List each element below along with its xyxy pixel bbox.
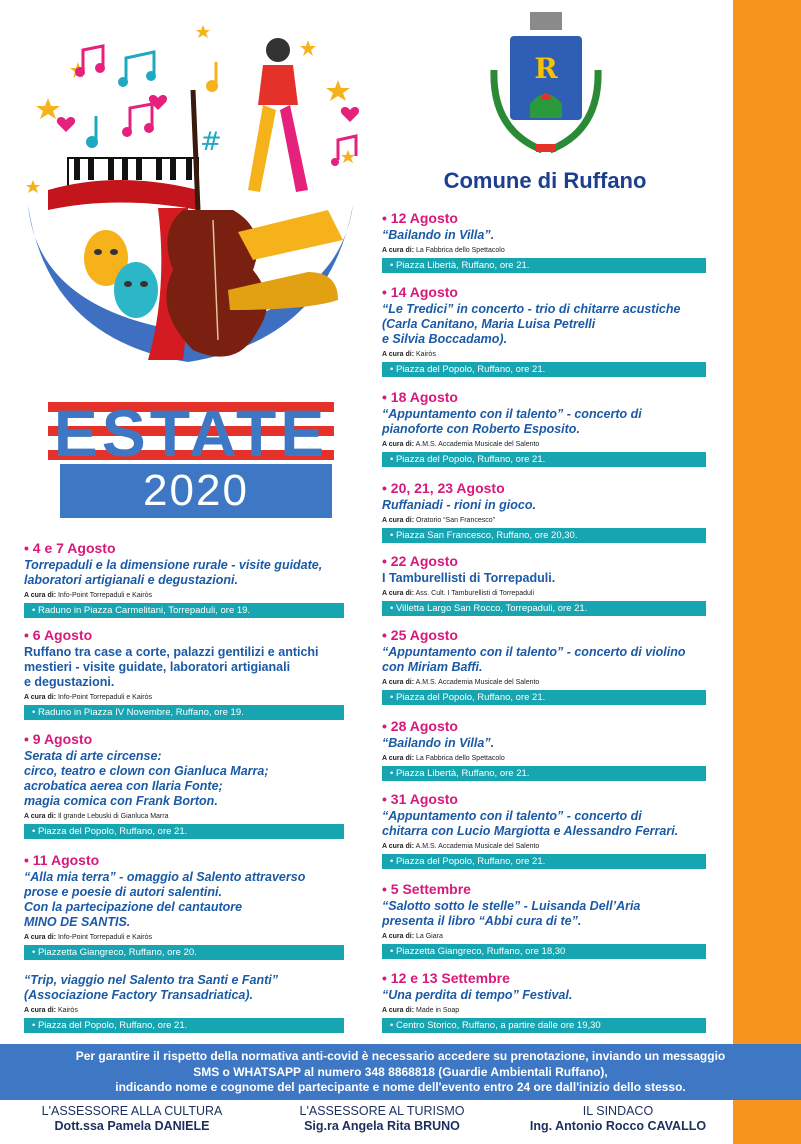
event-date: • 18 Agosto <box>382 389 458 405</box>
event-date: • 14 Agosto <box>382 284 458 300</box>
event-location-bar: • Piazza del Popolo, Ruffano, ore 21. <box>382 452 706 467</box>
event-location-bar: • Piazza del Popolo, Ruffano, ore 21. <box>382 854 706 869</box>
event-date: • 28 Agosto <box>382 718 458 734</box>
event-organizer: A cura di: Il grande Lebuski di Gianluca Marra <box>24 813 169 820</box>
event-25-agosto <box>382 627 714 705</box>
event-organizer: A cura di: A.M.S. Accademia Musicale del Salento <box>382 843 540 850</box>
event-location-bar: • Piazza del Popolo, Ruffano, ore 21. <box>382 362 706 377</box>
event-12-agosto <box>382 210 714 273</box>
event-date: • 12 Agosto <box>382 210 458 226</box>
event-4-7-agosto <box>24 540 354 618</box>
crest-ribbon <box>536 144 556 152</box>
crest-tower <box>530 12 562 30</box>
music-theatre-illustration <box>8 10 368 388</box>
event-title: “Salotto sotto le stelle” - Luisanda Dell’Aria presenta il libro “Abbi cura di te”. <box>382 899 641 928</box>
event-organizer: A cura di: La Giara <box>382 933 443 940</box>
event-title: Serata di arte circense: circo, teatro e clown con Gianluca Marra; acrobatica aerea con Ilaria Fonte; magia comica con Frank Borton. <box>24 749 269 808</box>
signature-mayor <box>508 1104 728 1134</box>
event-date: • 5 Settembre <box>382 881 471 897</box>
event-date: • 25 Agosto <box>382 627 458 643</box>
signature-name: Sig.ra Angela Rita BRUNO <box>304 1119 460 1133</box>
event-location-bar: • Piazza del Popolo, Ruffano, ore 21. <box>24 824 344 839</box>
crest-letter: R <box>534 52 558 85</box>
event-28-agosto <box>382 718 714 781</box>
event-title: “Appuntamento con il talento” - concerto di pianoforte con Roberto Esposito. <box>382 407 642 436</box>
event-location-bar: • Raduno in Piazza Carmelitani, Torrepaduli, ore 19. <box>24 603 344 618</box>
event-title: “Trip, viaggio nel Salento tra Santi e Fanti” (Associazione Factory Transadriatica). <box>24 973 278 1002</box>
trumpet <box>238 210 343 260</box>
event-trip-salento <box>24 972 354 1033</box>
event-location-bar: • Piazza Libertà, Ruffano, ore 21. <box>382 766 706 781</box>
event-organizer: A cura di: Kairòs <box>24 1007 78 1014</box>
event-date: • 9 Agosto <box>24 731 93 747</box>
event-organizer: A cura di: Info-Point Torrepaduli e Kairòs <box>24 934 153 941</box>
event-location-bar: • Piazza del Popolo, Ruffano, ore 21. <box>382 690 706 705</box>
event-22-agosto <box>382 553 714 616</box>
event-31-agosto <box>382 791 714 869</box>
event-location-bar: • Centro Storico, Ruffano, a partire dalle ore 19,30 <box>382 1018 706 1033</box>
event-title: “Bailando in Villa”. <box>382 228 495 242</box>
event-6-agosto <box>24 627 354 720</box>
ruffano-crest <box>482 10 610 162</box>
dancer-figure <box>248 38 308 192</box>
signature-tourism <box>262 1104 502 1134</box>
signature-role: L'ASSESSORE ALLA CULTURA <box>41 1104 223 1118</box>
notice-line: SMS o WHATSAPP al numero 348 8868818 (Guardie Ambientali Ruffano), <box>193 1064 608 1079</box>
orange-side-strip <box>733 0 801 1144</box>
event-date: • 6 Agosto <box>24 627 93 643</box>
event-12-13-settembre <box>382 970 714 1033</box>
notice-line: indicando nome e cognome del partecipante e nome dell'evento entro 24 ore dall'inizio dello stesso. <box>115 1080 686 1094</box>
signature-name: Dott.ssa Pamela DANIELE <box>54 1119 210 1133</box>
signature-culture <box>12 1104 252 1134</box>
event-date: • 22 Agosto <box>382 553 458 569</box>
event-title: “Appuntamento con il talento” - concerto di violino con Miriam Baffi. <box>382 645 686 674</box>
event-title: I Tamburellisti di Torrepaduli. <box>382 571 556 585</box>
year-banner: 2020 <box>60 464 332 518</box>
municipality-name: Comune di Ruffano <box>443 168 647 193</box>
covid-notice-banner <box>0 1044 801 1100</box>
event-organizer: A cura di: A.M.S. Accademia Musicale del Salento <box>382 441 540 448</box>
event-location-bar: • Piazzetta Giangreco, Ruffano, ore 20. <box>24 945 344 960</box>
sharp-symbol: # <box>200 127 222 157</box>
signature-role: L'ASSESSORE AL TURISMO <box>299 1104 465 1118</box>
event-organizer: A cura di: Info-Point Torrepaduli e Kairòs <box>24 694 153 701</box>
event-location-bar: • Raduno in Piazza IV Novembre, Ruffano, ore 19. <box>24 705 344 720</box>
event-organizer: A cura di: La Fabbrica dello Spettacolo <box>382 755 505 762</box>
event-14-agosto <box>382 284 714 377</box>
event-organizer: A cura di: Info-Point Torrepaduli e Kairòs <box>24 592 153 599</box>
event-date: • 20, 21, 23 Agosto <box>382 480 505 496</box>
event-location-bar: • Piazzetta Giangreco, Ruffano, ore 18,30 <box>382 944 706 959</box>
event-title: “Alla mia terra” - omaggio al Salento attraverso prose e poesie di autori salentini. Con la partecipazione del cantautore MINO DE SANTIS. <box>24 870 306 929</box>
event-organizer: A cura di: Oratorio “San Francesco” <box>382 517 495 524</box>
estate-word: ESTATE <box>53 400 329 462</box>
event-title: Ruffano tra case a corte, palazzi gentilizi e antichi mestieri - visite guidate, laboratori artigianali e degustazioni. <box>24 645 319 689</box>
event-date: • 11 Agosto <box>24 852 100 868</box>
event-title: “Bailando in Villa”. <box>382 736 495 750</box>
event-date: • 12 e 13 Settembre <box>382 970 510 986</box>
event-organizer: A cura di: A.M.S. Accademia Musicale del Salento <box>382 679 540 686</box>
signature-name: Ing. Antonio Rocco CAVALLO <box>529 1119 707 1133</box>
event-title: “Le Tredici” in concerto - trio di chitarre acustiche (Carla Canitano, Maria Luisa Petrelli e Silvia Boccadamo). <box>382 302 681 346</box>
event-date: • 4 e 7 Agosto <box>24 540 116 556</box>
event-title: “Appuntamento con il talento” - concerto di chitarra con Lucio Margiotta e Alessandro Ferrari. <box>382 809 679 838</box>
event-18-agosto <box>382 389 714 467</box>
estate-logo <box>48 400 334 462</box>
event-date: • 31 Agosto <box>382 791 458 807</box>
mask-comedy <box>114 262 158 318</box>
signature-role: IL SINDACO <box>582 1104 654 1118</box>
event-organizer: A cura di: Ass. Cult. I Tamburellisti di Torrepaduli <box>382 590 534 597</box>
event-11-agosto <box>24 852 354 960</box>
event-location-bar: • Piazza Libertà, Ruffano, ore 21. <box>382 258 706 273</box>
event-location-bar: • Piazza del Popolo, Ruffano, ore 21. <box>24 1018 344 1033</box>
event-organizer: A cura di: La Fabbrica dello Spettacolo <box>382 247 505 254</box>
event-organizer: A cura di: Made in Soap <box>382 1007 460 1014</box>
event-9-agosto <box>24 731 354 839</box>
event-organizer: A cura di: Kairòs <box>382 351 436 358</box>
event-title: Ruffaniadi - rioni in gioco. <box>382 498 536 512</box>
event-location-bar: • Piazza San Francesco, Ruffano, ore 20,30. <box>382 528 706 543</box>
event-5-settembre <box>382 881 714 959</box>
notice-line: Per garantire il rispetto della normativa anti-covid è necessario accedere su prenotazione, inviando un messaggio <box>75 1049 726 1063</box>
event-location-bar: • Villetta Largo San Rocco, Torrepaduli, ore 21. <box>382 601 706 616</box>
event-20-21-23-agosto <box>382 480 714 543</box>
event-title: Torrepaduli e la dimensione rurale - visite guidate, laboratori artigianali e degustazioni. <box>24 558 323 587</box>
event-title: “Una perdita di tempo” Festival. <box>382 988 573 1002</box>
